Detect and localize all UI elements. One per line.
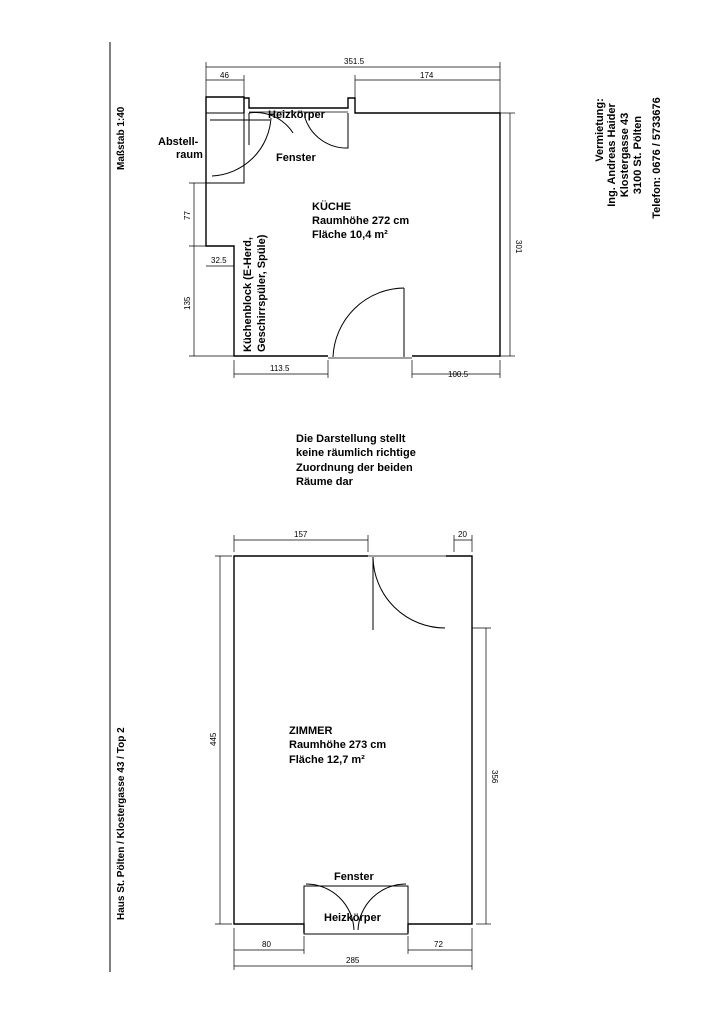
dim-room-top-right: 20 <box>458 530 467 539</box>
note-line-1: Die Darstellung stellt <box>296 433 406 445</box>
scale-label: Maßstab 1:40 <box>116 106 127 170</box>
dim-room-bottom-left: 80 <box>262 940 271 949</box>
dim-room-bottom-right: 72 <box>434 940 443 949</box>
kitchen-block-line-1: Küchenblock (E-Herd, <box>242 237 254 352</box>
kitchen-door-swing <box>333 288 404 357</box>
room-door-swing <box>373 557 445 628</box>
dim-kitchen-left-wall: 46 <box>220 71 229 80</box>
note-line-4: Räume dar <box>296 476 353 488</box>
contact-line-4: 3100 St. Pölten <box>632 115 644 195</box>
contact-line-2: Ing. Andreas Haider <box>606 103 618 207</box>
house-label: Haus St. Pölten / Klostergasse 43 / Top 2 <box>116 727 127 920</box>
storage-room <box>206 113 244 183</box>
kitchen-radiator-label: Heizkörper <box>268 109 325 121</box>
contact-line-3: Klostergasse 43 <box>619 112 631 198</box>
dim-room-left-height: 445 <box>209 732 218 746</box>
contact-line-5: Telefon: 0676 / 5733676 <box>651 97 663 219</box>
room-title: ZIMMER <box>289 725 333 737</box>
kitchen-area: Fläche 10,4 m² <box>312 229 388 241</box>
contact-block <box>594 97 663 218</box>
room-window-label: Fenster <box>334 871 374 883</box>
contact-line-1: Vermietung: <box>594 98 606 162</box>
room-plan <box>215 535 491 970</box>
dim-room-right-height: 356 <box>490 770 499 784</box>
storage-label-2: raum <box>176 149 203 161</box>
dim-kitchen-bottom-left: 113.5 <box>270 364 290 373</box>
room-height: Raumhöhe 273 cm <box>289 739 387 751</box>
room-window-frame <box>304 886 408 934</box>
room-radiator-label: Heizkörper <box>324 912 381 924</box>
note-line-2: keine räumlich richtige <box>296 447 416 459</box>
dim-kitchen-niche-height: 77 <box>183 211 192 220</box>
dim-kitchen-right-wall: 174 <box>420 71 434 80</box>
note-block <box>296 433 416 488</box>
kitchen-labels <box>158 109 409 352</box>
dim-kitchen-lower-left: 135 <box>183 296 192 310</box>
dim-kitchen-total-width: 351.5 <box>344 57 365 66</box>
kitchen-window-label: Fenster <box>276 152 316 164</box>
note-line-3: Zuordnung der beiden <box>296 462 413 474</box>
dim-room-top-left: 157 <box>294 530 308 539</box>
storage-label-1: Abstell- <box>158 136 199 148</box>
kitchen-title: KÜCHE <box>312 201 352 213</box>
storage-door-swing <box>212 118 271 176</box>
kitchen-height: Raumhöhe 272 cm <box>312 215 410 227</box>
room-dimensions <box>215 535 491 970</box>
dim-kitchen-bottom-right: 100.5 <box>448 370 469 379</box>
kitchen-block-line-2: Geschirrspüler, Spüle) <box>256 234 268 352</box>
dim-room-total-width: 285 <box>346 956 360 965</box>
room-area: Fläche 12,7 m² <box>289 754 365 766</box>
dim-kitchen-niche-depth: 32.5 <box>211 256 227 265</box>
dim-kitchen-depth: 301 <box>514 240 523 254</box>
